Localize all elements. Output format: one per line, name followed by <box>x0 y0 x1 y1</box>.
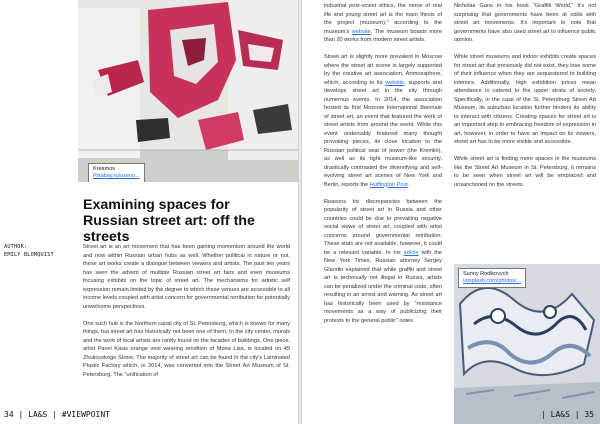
right-page <box>302 0 600 424</box>
photo-credit-name: Sunny Rodikovych <box>463 271 509 277</box>
text-run: industrial post-soviet ethics, the nerve of real life and young street art is the main thesis of the project (museum)," according to the museum's <box>324 3 442 35</box>
right-col1-paragraph-1 <box>324 2 442 45</box>
right-col2-paragraph-1: Nicholas Gans in his book "Graffiti World," it's not surprising that governments have been at odds with street art movements. It's important to note that governments have also used street art to influence public opinion. <box>454 3 596 43</box>
right-col2-paragraph-2: While street museums and indoor exhibits create spaces for street art that previously did not exist, they lose some of their influence when they are sequestered to building interiors. Additionally, high exhibition prices mean attendance is catered to the upper strata of society. Specifically, in the case of the St. Petersburg Street Art Museum, its suburban location further hinders its ability to interact with citizens. Creating spaces for street art is an important step to embracing freedom of expression in art, however, in order to have an impact on its viewers, street art has to be more visible and accessible. <box>454 54 596 145</box>
photo-credit-link[interactable]: unsplash.com/photos/... <box>463 278 522 284</box>
right-body-column-2 <box>454 2 596 198</box>
author-name: EMILY BLOMQUIST <box>4 252 54 258</box>
text-run: . The museum boasts more than 20 works from modern street artists. <box>324 28 442 43</box>
left-paragraph-2: One such hub is the Northern canal city of St. Petersburg, which is known for many things, but street art has historically not been one of them. In the city center, murals and the work of local artists are rarely found on the facades of buildings. One piece, artist Pavel Kasis orange vest wearing rendition of Mona Lisa, is located on 49 Zhukovskogo Street. The majority of street art can be found in the city's Laminated Plastic Factory which, in 2014, was converted into the Street Art Museum of St. Petersburg. The "unification of <box>83 320 290 378</box>
footer-right: | LA&S | 35 <box>541 410 594 419</box>
graffiti-wall-illustration <box>454 264 600 424</box>
photo-credit-right <box>458 268 526 288</box>
pink-mural-illustration <box>78 0 298 182</box>
author-label: AUTHOR: <box>4 244 28 250</box>
right-col1-paragraph-2 <box>324 53 442 189</box>
text-run: with the New York Times, Russian attorney Sergey Glandin explained that while graffiti and street art is technically not illegal in Russia, artists can be penalized under the criminal code, often resulting in an arrest and warning. As street art has historically been used by "resistance movements as a way of publicizing their protests to the general public" notes <box>324 249 442 324</box>
street-art-photo-right <box>454 264 600 424</box>
left-body-column <box>83 243 290 388</box>
photo-credit-link[interactable]: Pixabay.ru/users/... <box>93 173 140 179</box>
street-art-photo-left <box>78 0 298 182</box>
article-link[interactable]: article <box>403 249 419 256</box>
right-col2-paragraph-3: While street art is finding more spaces in the museums like the Street Art Museum in St. Petersburg, it remains to be seen when street art will be embraced and unsanctioned on the streets. <box>454 156 596 188</box>
author-block <box>4 243 78 259</box>
article-headline: Examining spaces for Russian street art: off the streets <box>83 197 255 245</box>
text-run: , supports and develops street art in the city through numerous events. In 2014, the association hosted its first Moscow International Biennale of street art, an event that featured the work of street artists from around the world. While this event undeniably featured many thought provoking pieces, its close location to the Russian political seat of power (the Kremlin), as well as its tight museum-like security, drastically contrasted the diversifying and self-evolving street art scenes of New York and Berlin, reports the <box>324 79 442 188</box>
text-run: Reasons for discrepancies between the popularity of street art in Russia and other countries could be due to prevailing negative social views of street art, coupled with artist concerns around governmental retribution. These stats are not available, however, it could be a relevant variable. In his <box>324 198 442 256</box>
footer-left: 34 | LA&S | #VIEWPOINT <box>4 410 110 419</box>
website-link[interactable]: website <box>351 28 371 35</box>
left-paragraph-1: Street art is an art movement that has been gaining momentum around the world and now within Russian urban hubs as well. Whether political in nature or not, these art works create a dialogue between viewers and artists. The past ten years has seen the advent of multiple Russian street art fairs and even museums focusing exhibits on the topic of street art. The mechanisms for artistic self expression remain limited by the degree to which these venues are accessible to all income levels coupled with artist concern for governmental retribution for potentially unwelcome perspectives. <box>83 244 290 310</box>
left-page <box>0 0 298 424</box>
text-run: Street art is slightly more prevalent in Moscow where the street art scene is largely supported by the creative art association, Artmossphere, which, according to its <box>324 54 442 86</box>
right-body-column-1 <box>324 2 442 334</box>
right-col1-paragraph-3 <box>324 198 442 326</box>
photo-credit-name: Kreamos <box>93 166 116 172</box>
text-run: . <box>407 181 410 188</box>
photo-credit-left <box>88 163 145 182</box>
website-link[interactable]: website <box>385 79 405 86</box>
huffington-post-link[interactable]: Huffington Post <box>369 181 408 188</box>
